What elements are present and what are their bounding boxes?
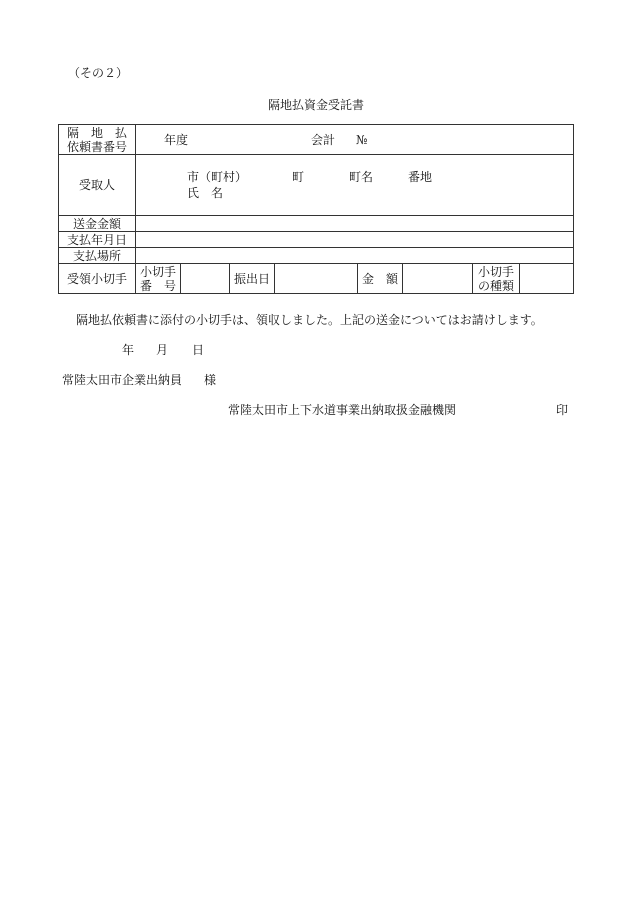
request-number-value-cell (136, 125, 574, 155)
payment-place-label: 支払場所 (59, 248, 136, 264)
check-number-label-line1: 小切手 (139, 264, 176, 279)
request-number-label-cell (59, 125, 136, 155)
check-type-label-line2: の種類 (477, 278, 514, 293)
town-name-label: 町名 (349, 170, 374, 184)
addressee-name: 常陸太田市企業出納員 (62, 373, 183, 387)
check-type-label-cell (473, 264, 520, 294)
check-number-label-line2: 番 号 (139, 278, 176, 293)
remit-amount-value-cell (136, 216, 574, 232)
received-check-label: 受領小切手 (59, 264, 136, 294)
payment-place-value-cell (136, 248, 574, 264)
addressee-honorific: 様 (204, 373, 217, 387)
seal-mark: 印 (556, 403, 569, 417)
city-label: 市（町村） (187, 170, 248, 184)
remit-amount-row (59, 216, 574, 232)
issue-date-value-cell (275, 264, 358, 294)
recipient-row (59, 155, 574, 216)
address-number-label: 番地 (408, 170, 433, 184)
account-label: 会計 (311, 133, 336, 147)
check-number-value-cell (181, 264, 230, 294)
town-label: 町 (292, 170, 305, 184)
payment-place-row (59, 248, 574, 264)
number-mark: № (356, 133, 368, 147)
payment-date-row (59, 232, 574, 248)
document-label: （その２） (68, 66, 129, 80)
receipt-statement: 隔地払依頼書に添付の小切手は、領収しました。上記の送金についてはお請けします。 (76, 313, 543, 327)
payment-date-value-cell (136, 232, 574, 248)
fiscal-year-label: 年度 (164, 133, 189, 147)
document-title: 隔地払資金受託書 (268, 98, 365, 112)
sender-name: 常陸太田市上下水道事業出納取扱金融機関 (228, 403, 457, 417)
check-amount-value-cell (403, 264, 473, 294)
check-amount-label: 金 額 (358, 264, 403, 294)
payment-date-label: 支払年月日 (59, 232, 136, 248)
issue-date-label: 振出日 (230, 264, 275, 294)
check-type-value-cell (520, 264, 574, 294)
request-number-row (59, 125, 574, 155)
remittance-form-table (58, 124, 574, 294)
recipient-label-cell: 受取人 (59, 155, 136, 216)
date-day-label: 日 (192, 343, 205, 357)
date-year-label: 年 (122, 343, 135, 357)
remit-amount-label: 送金金額 (59, 216, 136, 232)
received-check-row (59, 264, 574, 294)
date-month-label: 月 (156, 343, 169, 357)
request-number-label-line2: 依頼書番号 (66, 139, 127, 154)
request-number-label-line1: 隔 地 払 (66, 125, 127, 140)
check-number-label-cell (136, 264, 181, 294)
recipient-name-label: 氏 名 (187, 186, 224, 200)
recipient-value-cell (136, 155, 574, 216)
check-type-label-line1: 小切手 (477, 264, 514, 279)
